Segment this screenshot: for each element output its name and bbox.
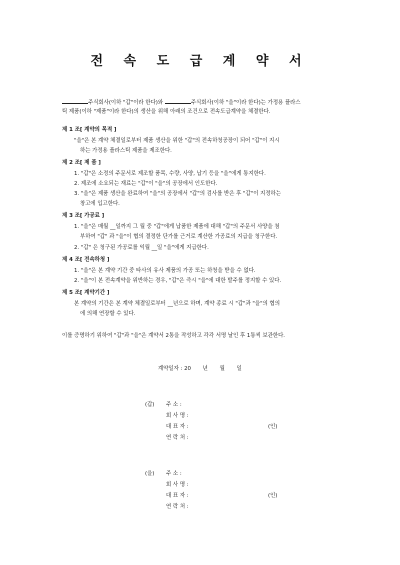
- party-eul-contact-label: 연 락 처 :: [166, 504, 189, 510]
- party-gap-company-label: 회 사 명 :: [166, 413, 189, 419]
- party-eul-seal: (인): [268, 493, 278, 499]
- contract-date: [158, 364, 242, 375]
- party-gap-tag: (갑): [145, 402, 155, 408]
- article-1-line: "을"은 본 계약 체결일로부터 제품 생산을 위한 "갑"의 전속하청공장이 되어 "갑"이 지시: [74, 138, 280, 144]
- article-1-line: 하는 가정용 플라스틱 제품을 제조한다.: [80, 148, 172, 154]
- article-2-line: 3. "을"은 제품 생산을 완료하여 "을"의 공장에서 "갑"의 검사를 받은 후 "갑"이 지정하는: [74, 191, 281, 197]
- party-gap-address-label: 주 소 :: [166, 402, 182, 408]
- article-2-line: 1. "갑"은 소정의 주문서로 제조할 품목, 수량, 사양, 납기 등을 "을"에게 통지한다.: [74, 171, 266, 177]
- party-eul-company-label: 회 사 명 :: [166, 482, 189, 488]
- closing-statement: 이를 증명하기 위하여 "갑"과 "을"은 계약서 2통을 작성하고 각각 서명 날인 후 1통씩 보관한다.: [62, 333, 286, 339]
- article-5-line: 에 의해 연장할 수 있다.: [80, 311, 136, 317]
- article-3-line: 1. "을"은 매월 __일까지 그 월 중 "갑"에게 납품한 제품에 대해 "갑"의 주문서 사양을 첨: [74, 224, 280, 230]
- contract-date-year: 년: [202, 366, 208, 372]
- intro-text-a: 주식회사(이하 "갑"이라 한다)와: [88, 100, 164, 106]
- intro-text-b: 주식회사(이하 "을"이라 한다)는 가정용 플라스: [190, 100, 301, 106]
- article-3-heading: 제 3 조[ 가공료 ]: [62, 213, 105, 219]
- party-gap-seal: (인): [268, 424, 278, 430]
- party-eul-ceo-label: 대 표 자 :: [166, 493, 189, 499]
- article-4-heading: 제 4 조[ 전속하청 ]: [62, 257, 110, 263]
- blank-gap-company: [62, 97, 88, 104]
- article-1-heading: 제 1 조[ 계약의 목적 ]: [62, 127, 117, 133]
- article-4-line: 2. "을"이 본 전속계약을 위반하는 경우, "갑"은 즉시 "을"에 대한 발주를 정지할 수 있다.: [74, 278, 282, 284]
- article-3-line: 2. "갑" 은 청구된 가공료를 익월 __일 "을"에게 지급한다.: [74, 245, 209, 251]
- blank-eul-company: [165, 97, 191, 104]
- article-4-line: 1. "을"은 본 계약 기간 중 타사의 유사 제품의 가공 또는 하청을 받을 수 없다.: [74, 268, 256, 274]
- article-3-line: 부하여 "갑" 과 "을"이 협의 결정한 단가를 근거로 계산한 가공료의 지급을 청구한다.: [80, 234, 278, 240]
- party-gap-contact-label: 연 락 처 :: [166, 435, 189, 441]
- article-2-line: 2. 제조에 소요되는 재료는 "갑"이 "을"의 공장에서 인도한다.: [74, 181, 218, 187]
- intro-line-2: 틱 제품(이하 "제품"이라 한다)의 생산을 위해 아래의 조건으로 전속도급계약을 체결한다.: [62, 109, 271, 115]
- party-eul-tag: (을): [145, 471, 155, 477]
- contract-date-day: 일: [236, 366, 242, 372]
- article-5-line: 본 계약의 기간은 본 계약 체결일로부터 __년으로 하며, 계약 종료 시 "갑"과 "을"의 협의: [74, 301, 280, 307]
- article-5-heading: 제 5 조[ 계약기간 ]: [62, 290, 110, 296]
- contract-date-month: 월: [219, 366, 225, 372]
- contract-date-label: 계약일자 : 20: [158, 366, 191, 372]
- article-2-line: 창고에 입고한다.: [80, 201, 120, 207]
- article-2-heading: 제 2 조[ 제 품 ]: [62, 160, 101, 166]
- document-title: 전 속 도 급 계 약 서: [90, 54, 310, 69]
- party-gap-ceo-label: 대 표 자 :: [166, 424, 189, 430]
- party-eul-address-label: 주 소 :: [166, 471, 182, 477]
